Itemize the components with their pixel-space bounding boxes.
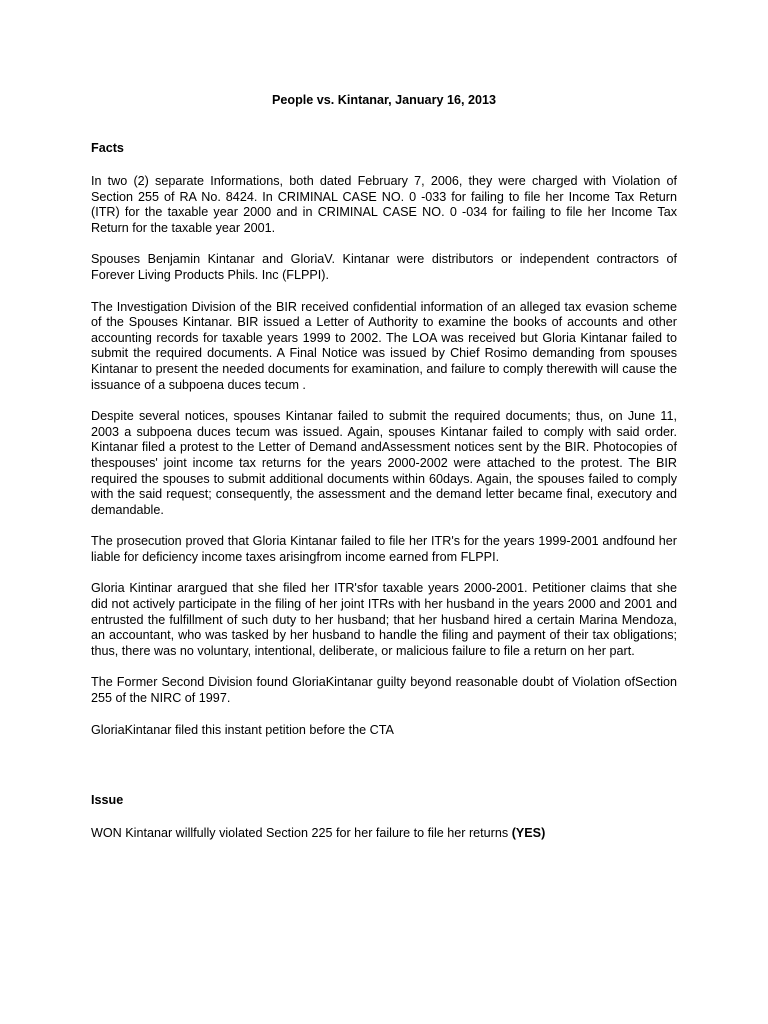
facts-paragraph: The Former Second Division found GloriaKintanar guilty beyond reasonable doubt of Violation ofSection 255 of the NIRC of 1997. bbox=[91, 675, 677, 706]
section-spacer bbox=[91, 754, 677, 792]
issue-answer: (YES) bbox=[511, 826, 546, 841]
facts-heading: Facts bbox=[91, 141, 124, 155]
document-title: People vs. Kintanar, January 16, 2013 bbox=[271, 93, 496, 107]
facts-paragraph: Gloria Kintinar arargued that she filed her ITR'sfor taxable years 2000-2001. Petitioner claims that she did not actively participate in the filing of her joint ITRs with her husband in the years 2000 and 2001 and entrusted the fulfillment of such duty to her husband; that her husband hired a certain Marina Mendoza, an accountant, who was tasked by her husband to handle the filing and payment of their tax obligations; thus, there was no voluntary, intentional, deliberate, or malicious failure to file a return on her part. bbox=[91, 581, 677, 658]
issue-heading: Issue bbox=[91, 793, 124, 808]
issue-paragraph bbox=[91, 826, 677, 842]
document-body bbox=[91, 92, 677, 858]
facts-paragraph: GloriaKintanar filed this instant petition before the CTA bbox=[91, 722, 394, 737]
facts-paragraph: Despite several notices, spouses Kintanar failed to submit the required documents; thus, on June 11, 2003 a subpoena duces tecum was issued. Again, spouses Kintanar failed to comply with said order. Kintanar filed a protest to the Letter of Demand andAssessment notices sent by the BIR. Photocopies of thespouses' joint income tax returns for the years 2000-2002 were attached to the protest. The BIR required the spouses to submit additional documents within 60days. Again, the spouses failed to comply with the said request; consequently, the assessment and the demand letter became final, executory and demandable. bbox=[91, 409, 677, 517]
facts-paragraph: The prosecution proved that Gloria Kintanar failed to file her ITR's for the years 1999-2001 andfound her liable for deficiency income taxes arisingfrom income earned from FLPPI. bbox=[91, 534, 677, 564]
facts-paragraph: In two (2) separate Informations, both dated February 7, 2006, they were charged with Violation of Section 255 of RA No. 8424. In CRIMINAL CASE NO. 0 -033 for failing to file her Income Tax Return (ITR) for the taxable year 2000 and in CRIMINAL CASE NO. 0 -034 for failing to file her Income Tax Return for the taxable year 2001. bbox=[91, 174, 677, 235]
facts-paragraph: The Investigation Division of the BIR received confidential information of an alleged tax evasion scheme of the Spouses Kintanar. BIR issued a Letter of Authority to examine the books of accounts and other accounting records for taxable years 1999 to 2002. The LOA was received but Gloria Kintanar failed to submit the required documents. A Final Notice was issued by Chief Rosimo demanding from spouses Kintanar to present the needed documents for examination, and failure to comply therewith will cause the issuance of a subpoena duces tecum . bbox=[91, 299, 677, 392]
facts-paragraph: Spouses Benjamin Kintanar and GloriaV. Kintanar were distributors or independent contractors of Forever Living Products Phils. Inc (FLPPI). bbox=[91, 252, 677, 282]
issue-text: WON Kintanar willfully violated Section 225 for her failure to file her returns bbox=[91, 826, 512, 841]
